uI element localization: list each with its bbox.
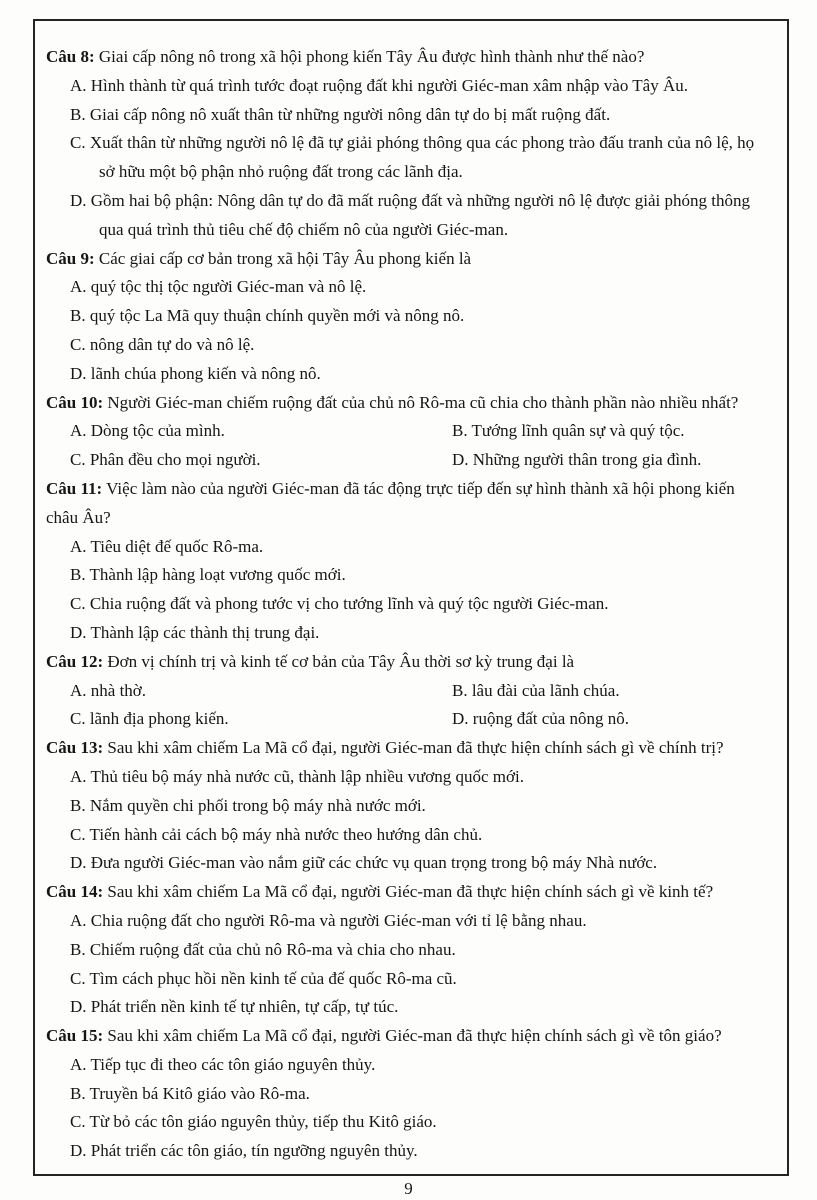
answer-option: B. Tướng lĩnh quân sự và quý tộc.	[452, 421, 685, 441]
question-text	[46, 1022, 769, 1051]
question-label: Câu 9:	[46, 248, 95, 268]
question-body: Sau khi xâm chiếm La Mã cổ đại, người Giéc-man đã thực hiện chính sách gì về chính trị?	[107, 738, 724, 758]
answer-option: D. Những người thân trong gia đình.	[452, 450, 702, 470]
question-body: Việc làm nào của người Giéc-man đã tác động trực tiếp đến sự hình thành xã hội phong kiến châu Âu?	[46, 478, 735, 527]
question-text	[46, 648, 769, 677]
answer-option: B. lâu đài của lãnh chúa.	[452, 680, 620, 700]
answer-option: A. nhà thờ.	[70, 680, 147, 700]
question-9	[46, 245, 769, 389]
answer-option: A. Hình thành từ quá trình tước đoạt ruộng đất khi người Giéc-man xâm nhập vào Tây Âu.	[70, 75, 688, 95]
question-body: Người Giéc-man chiếm ruộng đất của chủ nô Rô-ma cũ chia cho thành phần nào nhiều nhất?	[107, 392, 739, 412]
answer-option: B. Chiếm ruộng đất của chủ nô Rô-ma và chia cho nhau.	[70, 939, 456, 959]
page-number: 9	[404, 1179, 413, 1198]
question-14	[46, 878, 769, 1022]
answer-option: B. Nắm quyền chi phối trong bộ máy nhà nước mới.	[70, 795, 426, 815]
answer-option: A. Thủ tiêu bộ máy nhà nước cũ, thành lập nhiều vương quốc mới.	[70, 766, 524, 786]
question-13	[46, 734, 769, 878]
answer-option: D. Gồm hai bộ phận: Nông dân tự do đã mất ruộng đất và những người nô lệ được giải phóng thông qua quá trình thủ tiêu chế độ chiếm nô của người Giéc-man.	[70, 190, 750, 239]
question-11	[46, 475, 769, 648]
answer-option: A. Tiêu diệt đế quốc Rô-ma.	[70, 536, 264, 556]
answer-option: D. Phát triển nền kinh tế tự nhiên, tự cấp, tự túc.	[70, 997, 399, 1017]
answer-option: C. Xuất thân từ những người nô lệ đã tự giải phóng thông qua các phong trào đấu tranh của nô lệ, họ sở hữu một bộ phận nhỏ ruộng đất trong các lãnh địa.	[70, 133, 755, 182]
question-15	[46, 1022, 769, 1166]
question-text	[46, 475, 769, 533]
answer-option: C. nông dân tự do và nô lệ.	[70, 334, 255, 354]
answer-option: D. ruộng đất của nông nô.	[452, 709, 630, 729]
answer-option: C. Phân đều cho mọi người.	[70, 450, 261, 470]
question-body: Các giai cấp cơ bản trong xã hội Tây Âu phong kiến là	[98, 248, 472, 268]
question-8	[46, 43, 769, 245]
answer-option: C. Từ bỏ các tôn giáo nguyên thủy, tiếp thu Kitô giáo.	[70, 1112, 437, 1132]
question-label: Câu 13:	[46, 738, 104, 758]
question-10	[46, 389, 769, 475]
question-label: Câu 8:	[46, 47, 95, 66]
question-text	[46, 389, 769, 418]
answer-option: A. Tiếp tục đi theo các tôn giáo nguyên thủy.	[70, 1054, 376, 1074]
question-label: Câu 12:	[46, 651, 104, 671]
question-body: Đơn vị chính trị và kinh tế cơ bản của Tây Âu thời sơ kỳ trung đại là	[107, 651, 575, 671]
question-12	[46, 648, 769, 734]
question-text	[46, 245, 769, 274]
answer-option: B. Truyền bá Kitô giáo vào Rô-ma.	[70, 1083, 310, 1103]
answer-option: B. quý tộc La Mã quy thuận chính quyền mới và nông nô.	[70, 306, 465, 326]
answer-option: A. Chia ruộng đất cho người Rô-ma và người Giéc-man với tỉ lệ bằng nhau.	[70, 910, 587, 930]
answer-option: C. Tìm cách phục hồi nền kinh tế của đế quốc Rô-ma cũ.	[70, 968, 457, 988]
question-text	[46, 878, 769, 907]
answer-option: C. lãnh địa phong kiến.	[70, 709, 229, 729]
question-text	[46, 734, 769, 763]
question-body: Sau khi xâm chiếm La Mã cổ đại, người Giéc-man đã thực hiện chính sách gì về tôn giáo?	[107, 1026, 722, 1046]
question-body: Sau khi xâm chiếm La Mã cổ đại, người Giéc-man đã thực hiện chính sách gì về kinh tế?	[107, 882, 714, 902]
options-grid	[46, 677, 769, 735]
answer-option: D. Thành lập các thành thị trung đại.	[70, 622, 320, 642]
question-label: Câu 15:	[46, 1026, 104, 1046]
question-label: Câu 11:	[46, 478, 103, 498]
answer-option: D. lãnh chúa phong kiến và nông nô.	[70, 363, 321, 383]
question-body: Giai cấp nông nô trong xã hội phong kiến Tây Âu được hình thành như thế nào?	[98, 47, 645, 66]
answer-option: A. quý tộc thị tộc người Giéc-man và nô lệ.	[70, 277, 367, 297]
answer-option: B. Giai cấp nông nô xuất thân từ những người nông dân tự do bị mất ruộng đất.	[70, 104, 611, 124]
page-border-frame	[33, 19, 789, 1176]
answer-option: D. Phát triển các tôn giáo, tín ngưỡng nguyên thủy.	[70, 1141, 418, 1161]
answer-option: A. Dòng tộc của mình.	[70, 421, 225, 441]
question-label: Câu 14:	[46, 882, 104, 902]
answer-option: D. Đưa người Giéc-man vào nắm giữ các chức vụ quan trọng trong bộ máy Nhà nước.	[70, 853, 658, 873]
options-grid	[46, 417, 769, 475]
answer-option: C. Chia ruộng đất và phong tước vị cho tướng lĩnh và quý tộc người Giéc-man.	[70, 594, 609, 614]
question-text	[46, 43, 769, 72]
question-label: Câu 10:	[46, 392, 104, 412]
answer-option: B. Thành lập hàng loạt vương quốc mới.	[70, 565, 346, 585]
answer-option: C. Tiến hành cải cách bộ máy nhà nước theo hướng dân chủ.	[70, 824, 483, 844]
